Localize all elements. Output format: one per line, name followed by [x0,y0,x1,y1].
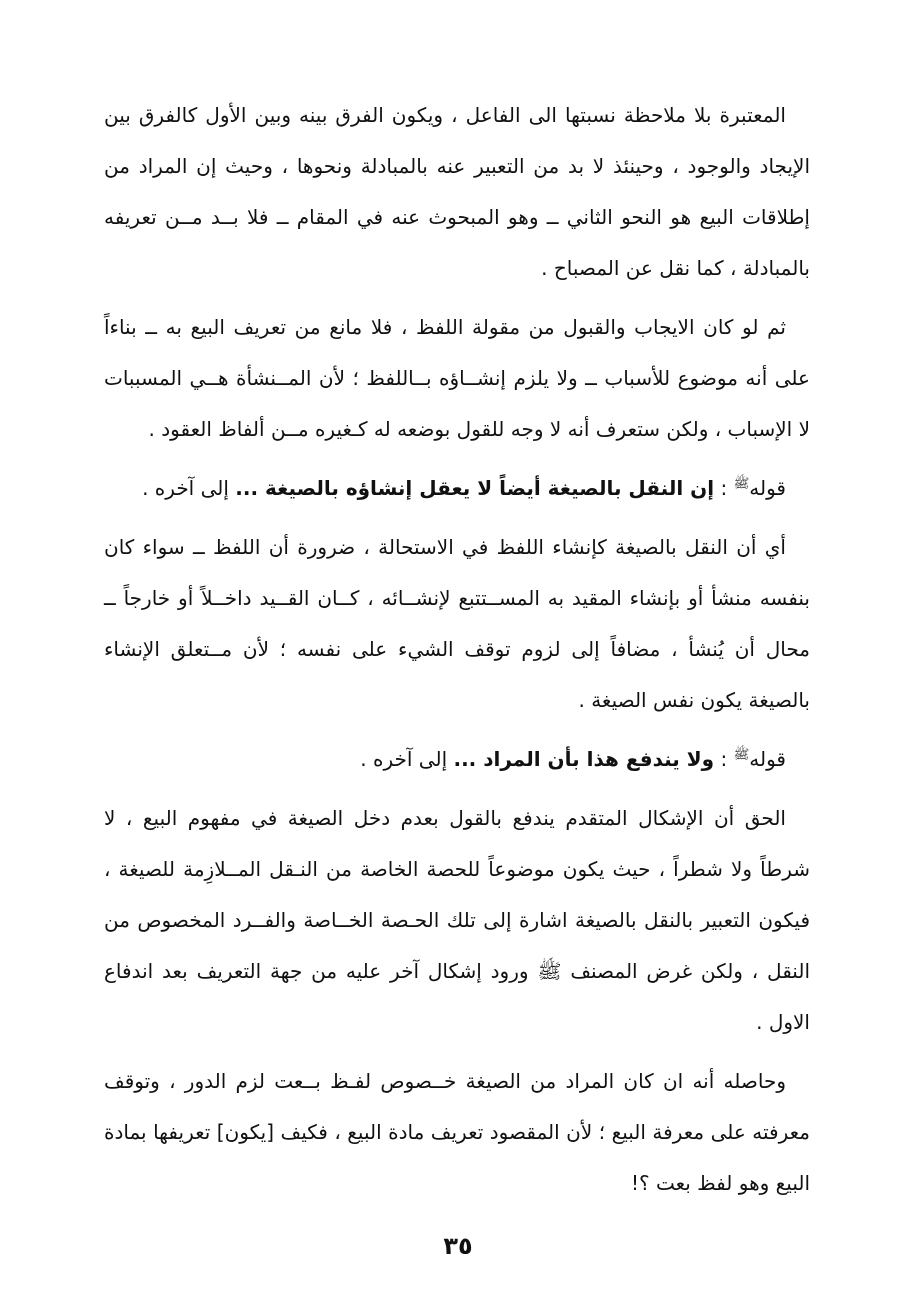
quoted-text: إن النقل بالصيغة أيضاً لا يعقل إنشاؤه بالصيغة ... [235,476,715,500]
quote-label: قوله [749,476,786,500]
paragraph-3: أي أن النقل بالصيغة كإنشاء اللفظ في الاستحالة ، ضرورة أن اللفظ ــ سواء كان بنفسه منشأ أو بإنشاء المقيد به المســتتبع لإنشــائه ، كــان القــيد داخــلاً أو خارجاً ــ محال أن يُنشأ ، مضافاً إلى لزوم توقف الشيء على نفسه ؛ لأن مــتعلق الإنشاء بالصيغة يكون نفس الصيغة . [104,535,810,712]
honorific-symbol: ﷺ [733,476,750,492]
quote-label: قوله [749,747,786,771]
paragraph-1: المعتبرة بلا ملاحظة نسبتها الى الفاعل ، ويكون الفرق بينه وبين الأول كالفرق بين الإيجاد والوجود ، وحينئذ لا بد من التعبير عنه بالمبادلة ونحوها ، وحيث إن المراد من إطلاقات البيع هو النحو الثاني ــ وهو المبحوث عنه في المقام ــ فلا بــد مــن تعريفه بالمبادلة ، كما نقل عن المصباح . [104,103,810,280]
main-text [104,90,810,1217]
honorific-symbol: ﷺ [733,747,750,763]
quoted-text: ولا يندفع هذا بأن المراد ... [453,747,715,771]
commentary-heading-2 [104,734,810,785]
paragraph-5: وحاصله أنه ان كان المراد من الصيغة خــصوص لفـظ بــعت لزم الدور ، وتوقف معرفته على معرفة البيع ؛ لأن المقصود تعريف مادة البيع ، فكيف [يكون] تعريفها بمادة البيع وهو لفظ بعت ؟! [104,1069,810,1195]
quote-tail: إلى آخره . [360,747,454,771]
paragraph-4: الحق أن الإشكال المتقدم يندفع بالقول بعدم دخل الصيغة في مفهوم البيع ، لا شرطاً ولا شطراً ، حيث يكون موضوعاً للحصة الخاصة من النـقل المــلازِمة للصيغة ، فيكون التعبير بالنقل بالصيغة اشارة إلى تلك الحـصة الخــاصة والفــرد المخصوص من النقل ، ولكن غرض المصنف ﷺ ورود إشكال آخر عليه من جهة التعريف بعد اندفاع الاول . [104,806,810,1034]
commentary-heading-1 [104,463,810,514]
paragraph-2: ثم لو كان الايجاب والقبول من مقولة اللفظ ، فلا مانع من تعريف البيع به ــ بناءاً على أنه موضوع للأسباب ــ ولا يلزم إنشــاؤه بــاللفظ ؛ لأن المــنشأة هــي المسببات لا الإسباب ، ولكن ستعرف أنه لا وجه للقول بوضعه له كـغيره مــن ألفاظ العقود . [104,315,810,441]
quote-colon: : [714,476,734,500]
quote-colon: : [714,747,734,771]
quote-tail: إلى آخره . [142,476,236,500]
page-number: ٣٥ [443,1232,473,1260]
